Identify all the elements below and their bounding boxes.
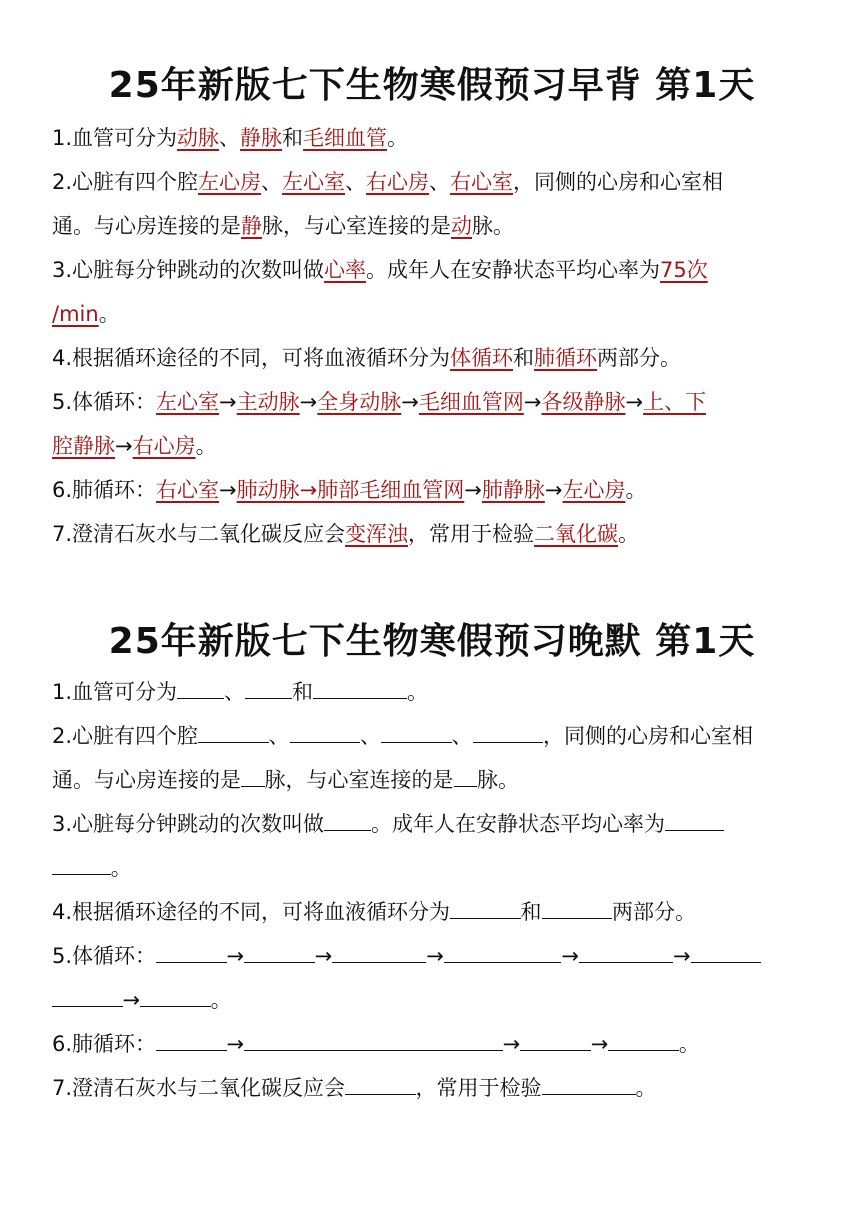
evening-title: 25年新版七下生物寒假预习晚默 第1天 <box>108 621 756 662</box>
question-text: 通。与心房连接的是 <box>52 214 241 238</box>
question-text: 4.根据循环途径的不同，可将血液循环分为 <box>52 900 451 924</box>
answer-blank <box>140 979 211 1007</box>
answer-blank <box>332 935 426 963</box>
question-line <box>52 336 812 380</box>
answer-blank <box>313 671 407 699</box>
answer-blank <box>381 715 452 743</box>
question-text: 、 <box>451 724 473 748</box>
question-line <box>52 934 812 978</box>
question-line <box>52 890 812 934</box>
answer-blank <box>241 759 265 787</box>
question-text: 。 <box>635 1076 657 1100</box>
question-line <box>52 292 812 336</box>
question-text: 。 <box>618 522 640 546</box>
question-line <box>52 512 812 556</box>
question-text: → <box>426 944 444 968</box>
question-text: → <box>523 390 542 414</box>
answer-blank <box>156 1023 227 1051</box>
question-text: → <box>561 944 579 968</box>
answer-text: 左心室 <box>156 390 220 414</box>
question-text: → <box>219 478 237 502</box>
answer-blank <box>198 715 269 743</box>
answer-blank <box>691 935 762 963</box>
answer-blank <box>608 1023 679 1051</box>
question-text: 、 <box>268 724 290 748</box>
morning-title: 25年新版七下生物寒假预习早背 第1天 <box>108 65 756 106</box>
question-text: 。成年人在安静状态平均心率为 <box>371 812 666 836</box>
question-text: 1.血管可分为 <box>52 126 178 150</box>
answer-text: 左心房 <box>198 170 262 194</box>
question-text: 两部分。 <box>597 346 682 370</box>
question-text: 脉，与心室连接的是 <box>264 768 454 792</box>
question-text: → <box>299 390 318 414</box>
question-line <box>52 160 812 204</box>
question-text: 。 <box>210 988 232 1012</box>
question-text: 。 <box>407 680 429 704</box>
answer-text: 上、下 <box>643 390 707 414</box>
answer-text: 变浑浊 <box>345 522 409 546</box>
question-text: 和 <box>520 900 542 924</box>
answer-text: 右心室 <box>450 170 514 194</box>
question-text: 7.澄清石灰水与二氧化碳反应会 <box>52 522 346 546</box>
question-text: → <box>544 478 563 502</box>
answer-blank <box>52 979 123 1007</box>
question-text: 脉。 <box>472 214 514 238</box>
question-text: → <box>464 478 482 502</box>
question-text: → <box>226 1032 245 1056</box>
answer-blank <box>444 935 562 963</box>
question-text: → <box>122 988 141 1012</box>
question-line <box>52 802 812 846</box>
question-text: 。 <box>110 856 132 880</box>
question-text: → <box>219 390 237 414</box>
question-text: 脉。 <box>477 768 519 792</box>
answer-blank <box>579 935 673 963</box>
question-text: → <box>625 390 644 414</box>
answer-blank <box>52 847 111 875</box>
answer-blank <box>665 803 724 831</box>
question-text: 1.血管可分为 <box>52 680 178 704</box>
answer-blank <box>156 935 227 963</box>
answer-text: 动脉 <box>177 126 220 150</box>
question-text: ，同侧的心房和心室相 <box>513 170 724 194</box>
answer-text: 主动脉 <box>236 390 300 414</box>
question-text: 和 <box>282 126 304 150</box>
question-text: → <box>226 944 245 968</box>
question-line <box>52 978 812 1022</box>
question-line <box>52 424 812 468</box>
question-text: ，常用于检验 <box>415 1076 542 1100</box>
question-text: → <box>401 390 419 414</box>
answer-blank <box>345 1067 416 1095</box>
answer-text: 二氧化碳 <box>534 522 619 546</box>
answer-text: 肺动脉→肺部毛细血管网 <box>236 478 465 502</box>
answer-text: 全身动脉 <box>317 390 402 414</box>
question-text: 、 <box>429 170 451 194</box>
question-text: ，常用于检验 <box>408 522 535 546</box>
evening-dictation-list <box>52 670 812 1110</box>
answer-blank <box>324 803 371 831</box>
question-line <box>52 204 812 248</box>
question-text: 。 <box>625 478 647 502</box>
morning-recitation-list <box>52 116 812 556</box>
question-text: → <box>672 944 691 968</box>
question-text: 6.肺循环： <box>52 1032 157 1056</box>
answer-text: 各级静脉 <box>541 390 626 414</box>
answer-blank <box>244 1023 503 1051</box>
question-text: 6.肺循环： <box>52 478 157 502</box>
answer-text: 动 <box>451 214 472 238</box>
answer-blank <box>290 715 361 743</box>
answer-blank <box>454 759 478 787</box>
answer-text: 右心房 <box>366 170 430 194</box>
answer-text: 静脉 <box>240 126 283 150</box>
answer-text: 肺静脉 <box>481 478 545 502</box>
answer-blank <box>542 1067 636 1095</box>
question-text: 、 <box>360 724 382 748</box>
answer-text: 心率 <box>324 258 367 282</box>
question-text: → <box>590 1032 609 1056</box>
question-text: 3.心脏每分钟跳动的次数叫做 <box>52 258 325 282</box>
question-text: 和 <box>292 680 314 704</box>
question-line <box>52 1022 812 1066</box>
answer-text: 左心房 <box>562 478 626 502</box>
answer-text: 毛细血管 <box>303 126 388 150</box>
answer-blank <box>520 1023 591 1051</box>
question-text: 5.体循环： <box>52 944 157 968</box>
answer-text: 75次 <box>660 258 708 282</box>
answer-blank <box>542 891 613 919</box>
answer-blank <box>473 715 544 743</box>
question-line <box>52 248 812 292</box>
question-text: 通。与心房连接的是 <box>52 768 241 792</box>
question-text: 。 <box>98 302 120 326</box>
question-text: 、 <box>345 170 367 194</box>
answer-blank <box>245 671 292 699</box>
question-line <box>52 714 812 758</box>
question-text: 、 <box>224 680 246 704</box>
question-text: 5.体循环： <box>52 390 157 414</box>
answer-text: 腔静脉 <box>52 434 115 458</box>
question-line <box>52 846 812 890</box>
answer-text: 左心室 <box>282 170 346 194</box>
question-text: → <box>502 1032 521 1056</box>
question-text: 。成年人在安静状态平均心率为 <box>366 258 661 282</box>
question-text: 、 <box>261 170 283 194</box>
question-text: 。 <box>387 126 409 150</box>
question-text: 3.心脏每分钟跳动的次数叫做 <box>52 812 325 836</box>
question-text: 。 <box>678 1032 700 1056</box>
question-line <box>52 380 812 424</box>
question-text: 7.澄清石灰水与二氧化碳反应会 <box>52 1076 346 1100</box>
answer-text: /min <box>52 302 99 326</box>
question-line <box>52 1066 812 1110</box>
question-line <box>52 468 812 512</box>
answer-text: 毛细血管网 <box>418 390 524 414</box>
question-text: → <box>115 434 133 458</box>
question-text: ，同侧的心房和心室相 <box>543 724 754 748</box>
question-text: 两部分。 <box>612 900 697 924</box>
question-line <box>52 116 812 160</box>
question-text: 和 <box>513 346 535 370</box>
answer-text: 右心室 <box>156 478 220 502</box>
answer-text: 右心房 <box>132 434 196 458</box>
question-text: 4.根据循环途径的不同，可将血液循环分为 <box>52 346 451 370</box>
question-line <box>52 758 812 802</box>
question-text: 、 <box>219 126 241 150</box>
question-text: 2.心脏有四个腔 <box>52 724 199 748</box>
question-text: → <box>314 944 333 968</box>
question-text: 脉，与心室连接的是 <box>262 214 451 238</box>
answer-text: 肺循环 <box>534 346 598 370</box>
answer-text: 体循环 <box>450 346 514 370</box>
answer-text: 静 <box>241 214 262 238</box>
question-line <box>52 670 812 714</box>
answer-blank <box>244 935 315 963</box>
question-text: 。 <box>195 434 217 458</box>
answer-blank <box>177 671 224 699</box>
answer-blank <box>450 891 521 919</box>
question-text: 2.心脏有四个腔 <box>52 170 199 194</box>
